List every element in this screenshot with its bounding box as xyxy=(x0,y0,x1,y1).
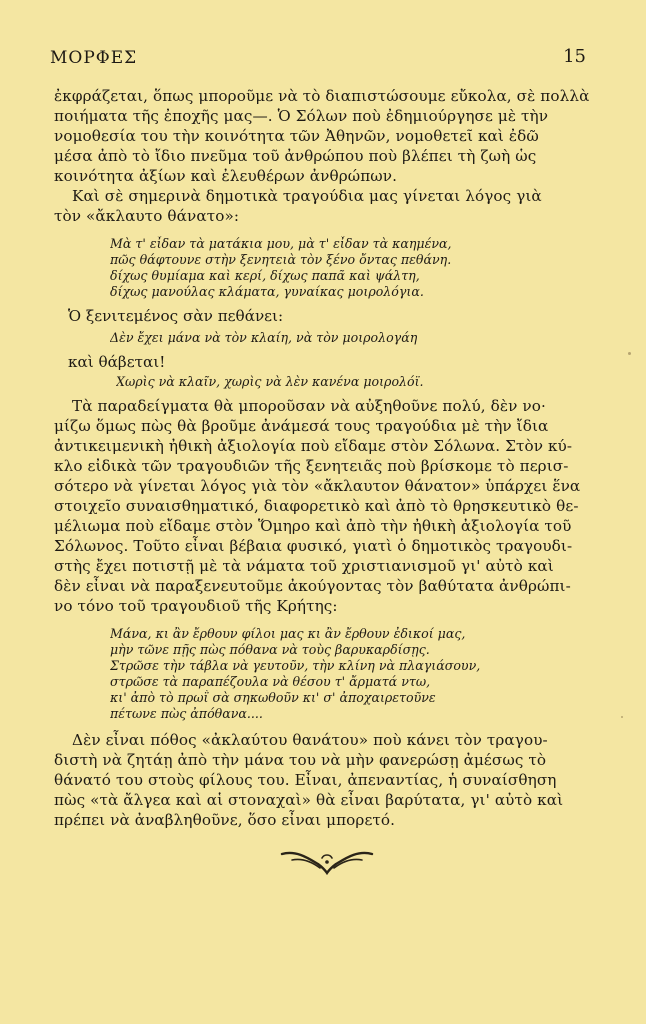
verse-line: δίχως θυμίαμα καὶ κερί, δίχως παπᾶ καὶ ψάλτη, xyxy=(110,268,420,283)
text-line: θάνατό του στοὺς φίλους του. Εἶναι, ἀπεναντίας, ἡ συναίσθηση xyxy=(54,771,557,789)
verse-quote-2: Δὲν ἔχει μάνα νὰ τὸν κλαίη, νὰ τὸν μοιρολογάη xyxy=(110,330,418,345)
verse-line: κι' ἀπὸ τὸ πρωῒ σὰ σηκωθοῦν κι' σ' ἀποχαιρετοῦνε xyxy=(110,690,436,705)
text-line: ἐκφράζεται, ὅπως μποροῦμε νὰ τὸ διαπιστώσουμε εὔκολα, σὲ πολλὰ xyxy=(54,87,590,105)
paper-speck xyxy=(621,716,623,718)
verse-line: πέτωνε πὼς ἀπόθανα.... xyxy=(110,706,263,721)
verse-quote-1 xyxy=(110,236,600,300)
text-line: νο τόνο τοῦ τραγουδιοῦ τῆς Κρήτης: xyxy=(54,597,338,615)
verse-line: Στρῶσε τὴν τάβλα νὰ γευτοῦν, τὴν κλίνη νὰ πλαγιάσουν, xyxy=(110,658,481,673)
page-body xyxy=(54,86,600,830)
page-number: 15 xyxy=(563,46,586,67)
paragraph-3 xyxy=(54,396,600,616)
verse-quote-3: Χωρὶς νὰ κλαῖν, χωρὶς νὰ λὲν κανένα μοιρολόϊ. xyxy=(116,374,424,389)
text-line: στὴς ἔχει ποτιστῇ μὲ τὰ νάματα τοῦ χριστιανισμοῦ γι' αὐτὸ καὶ xyxy=(54,557,554,575)
verse-line: Μὰ τ' εἶδαν τὰ ματάκια μου, μὰ τ' εἶδαν τὰ καημένα, xyxy=(110,236,452,251)
verse-line: πῶς θάφτουνε στὴν ξενητειὰ τὸν ξένο ὄντας πεθάνη. xyxy=(110,252,452,267)
text-line: μέλιωμα ποὺ εἴδαμε στὸν Ὅμηρο καὶ ἀπὸ τὴν ἠθικὴ ἀξιολογία τοῦ xyxy=(54,517,572,535)
lead-in-text-2: καὶ θάβεται! xyxy=(68,353,166,371)
text-line: πρέπει νὰ ἀναβληθοῦνε, ὅσο εἶναι μπορετό. xyxy=(54,811,396,829)
text-line: διστὴ νὰ ζητάῃ ἀπὸ τὴν μάνα του νὰ μὴν φανερώσῃ ἀμέσως τὸ xyxy=(54,751,547,769)
paragraph-4 xyxy=(54,730,600,830)
verse-quote-4 xyxy=(110,626,600,722)
text-line: πὼς «τὰ ἄλγεα καὶ αἱ στοναχαὶ» θὰ εἶναι βαρύτατα, γι' αὐτὸ καὶ xyxy=(54,791,564,809)
text-line: δὲν εἶναι νὰ παραξενευτοῦμε ἀκούγοντας τὸν βαθύτατα ἀνθρώπι- xyxy=(54,577,571,595)
text-line: κοινότητα ἀξίων καὶ ἐλευθέρων ἀνθρώπων. xyxy=(54,167,398,185)
text-line: Δὲν εἶναι πόθος «ἀκλαύτου θανάτου» ποὺ κάνει τὸν τραγου- xyxy=(72,731,548,749)
verse-line: Μάνα, κι ἂν ἔρθουν φίλοι μας κι ἂν ἔρθουν ἐδικοί μας, xyxy=(110,626,466,641)
text-line: τὸν «ἄκλαυτο θάνατο»: xyxy=(54,207,240,225)
text-line: Καὶ σὲ σημερινὰ δημοτικὰ τραγούδια μας γίνεται λόγος γιὰ xyxy=(72,187,542,205)
verse-line: στρῶσε τὰ παραπέζουλα νὰ θέσου τ' ἄρματά ντω, xyxy=(110,674,431,689)
verse-line: μὴν τῶνε πῇς πὼς πόθανα νὰ τοὺς βαρυκαρδίσῃς. xyxy=(110,642,430,657)
text-line: κλο εἰδικὰ τῶν τραγουδιῶν τῆς ξενητειᾶς ποὺ βρίσκομε τὸ περισ- xyxy=(54,457,569,475)
lead-in-text-1: Ὁ ξενιτεμένος σὰν πεθάνει: xyxy=(68,307,284,325)
paper-speck xyxy=(628,352,631,355)
text-line: στοιχεῖο συναισθηματικό, διαφορετικὸ καὶ ἀπὸ τὸ θρησκευτικὸ θε- xyxy=(54,497,579,515)
text-line: σότερο νὰ γίνεται λόγος γιὰ τὸν «ἄκλαυτον θάνατον» ὑπάρχει ἕνα xyxy=(54,477,581,495)
paragraph-1 xyxy=(54,86,600,186)
text-line: ποιήματα τῆς ἐποχῆς μας—. Ὁ Σόλων ποὺ ἐδημιούργησε μὲ τὴν xyxy=(54,107,549,125)
text-line: ἀντικειμενικὴ ἠθικὴ ἀξιολογία ποὺ εἴδαμε στὸν Σόλωνα. Στὸν κύ- xyxy=(54,437,573,455)
text-line: Τὰ παραδείγματα θὰ μποροῦσαν νὰ αὐξηθοῦνε πολύ, δὲν νο· xyxy=(72,397,546,415)
paragraph-2 xyxy=(54,186,600,226)
running-title: ΜΟΡΦΕΣ xyxy=(50,48,138,68)
text-line: νομοθεσία του τὴν κοινότητα τῶν Ἀθηνῶν, νομοθετεῖ καὶ ἐδῶ xyxy=(54,127,539,145)
verse-line: δίχως μανούλας κλάματα, γυναίκας μοιρολόγια. xyxy=(110,284,424,299)
text-line: μίζω ὅμως πὼς θὰ βροῦμε ἀνάμεσά τους τραγούδια μὲ τὴν ἴδια xyxy=(54,417,549,435)
text-line: μέσα ἀπὸ τὸ ἴδιο πνεῦμα τοῦ ἀνθρώπου ποὺ βλέπει τὴ ζωὴ ὡς xyxy=(54,147,537,165)
text-line: Σόλωνος. Τοῦτο εἶναι βέβαια φυσικό, γιατὶ ὁ δημοτικὸς τραγουδι- xyxy=(54,537,573,555)
ornamental-flourish-icon xyxy=(278,848,376,876)
